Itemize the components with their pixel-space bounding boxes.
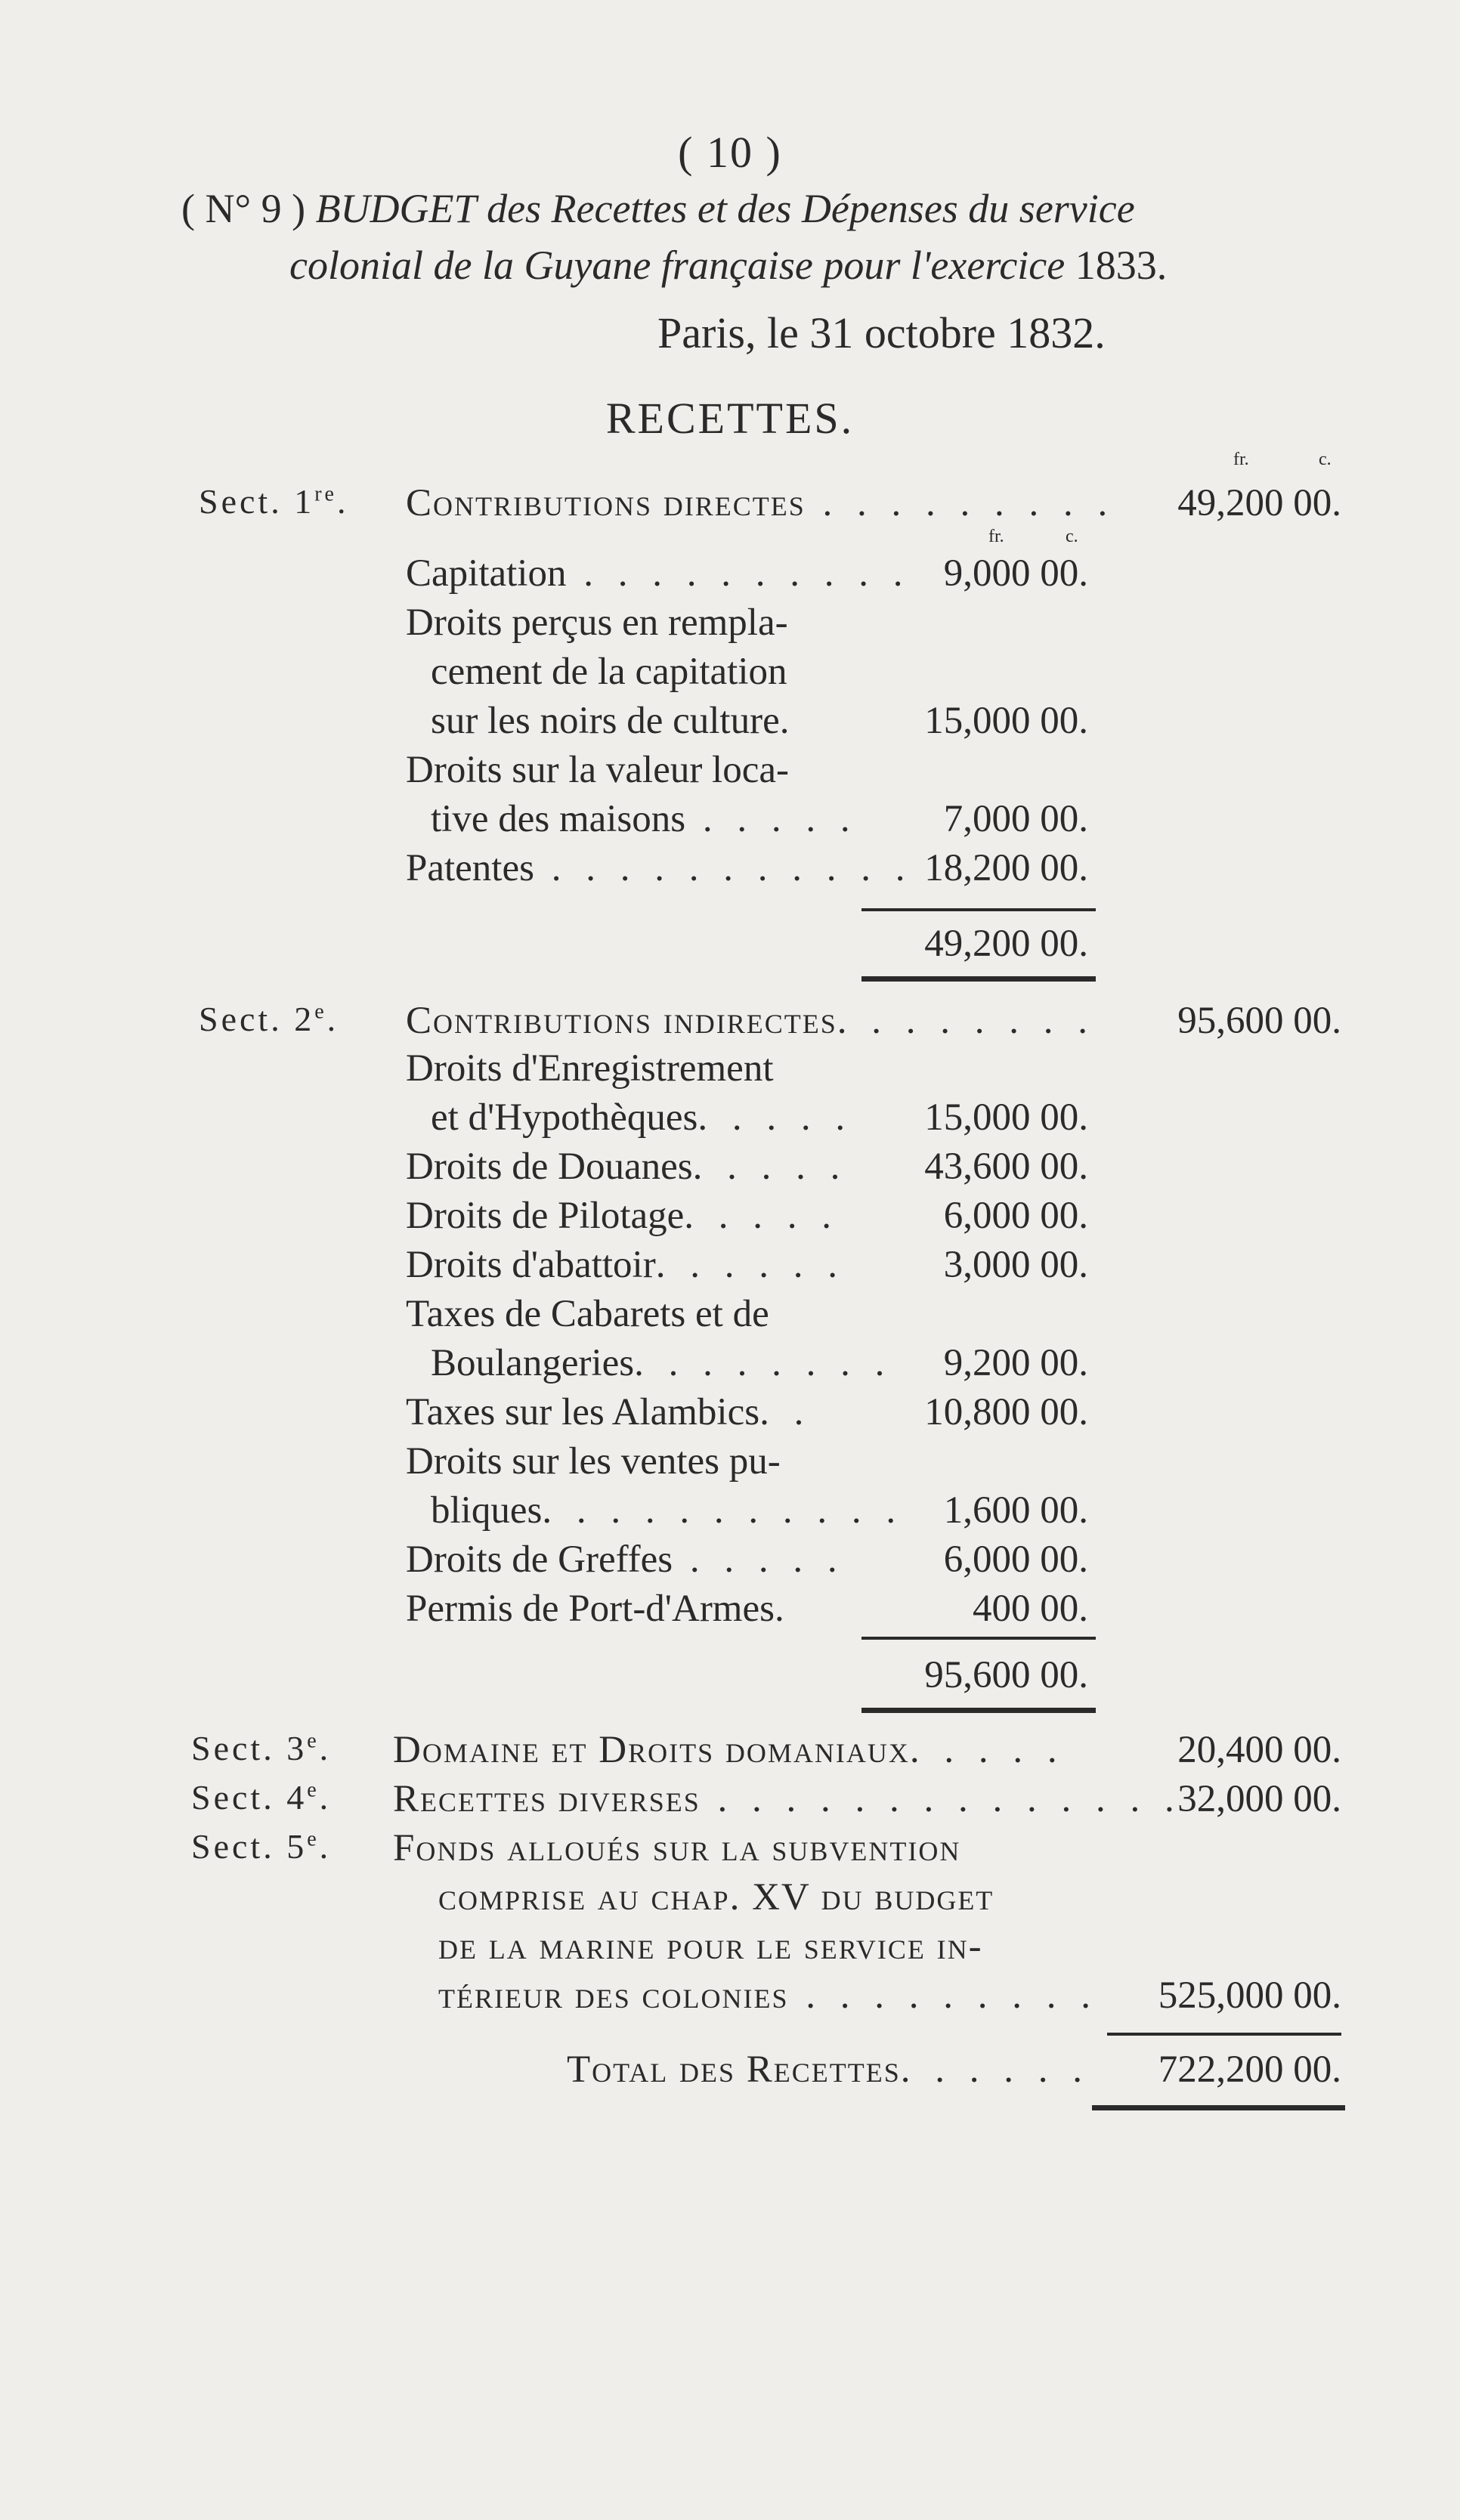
amount-pilotage: 6,000 00. [943, 1195, 1088, 1237]
amount-capitation: 9,000 00. [943, 552, 1088, 595]
amount-port-armes: 400 00. [973, 1588, 1088, 1630]
grand-total-label: Total des Recettes. . . . . . [567, 2048, 1090, 2091]
subtotal-section-2: 95,600 00. [924, 1654, 1088, 1696]
title-budget: BUDGET [315, 186, 477, 231]
unit-c-right: c. [1319, 450, 1332, 469]
item-cabarets-2: Boulangeries. . . . . . . . [431, 1342, 892, 1384]
unit-fr-mid: fr. [988, 527, 1004, 546]
amount-ventes-publiques: 1,600 00. [943, 1489, 1088, 1532]
item-capitation: Capitation . . . . . . . . . . [406, 552, 911, 595]
item-droits-noirs-2: cement de la capitation [431, 651, 787, 693]
item-droits-noirs-1: Droits perçus en rempla- [406, 601, 788, 644]
section-5-label: Sect. 5e. [191, 1827, 332, 1866]
amount-patentes: 18,200 00. [924, 847, 1088, 889]
date-line: Paris, le 31 octobre 1832. [657, 308, 1106, 357]
section-5-title-4: térieur des colonies . . . . . . . . . [438, 1974, 1098, 2017]
item-ventes-publiques-2: bliques. . . . . . . . . . . [431, 1489, 904, 1532]
item-alambics: Taxes sur les Alambics. . [406, 1391, 812, 1433]
item-greffes: Droits de Greffes . . . . . [406, 1538, 845, 1581]
section-4-title: Recettes diverses . . . . . . . . . . . . . . [393, 1778, 1182, 1820]
amount-droits-noirs: 15,000 00. [924, 700, 1088, 742]
grand-total-double-rule [1092, 2105, 1345, 2110]
section-5-title-3: de la marine pour le service in- [438, 1925, 983, 1968]
section-heading: RECETTES. [605, 394, 855, 443]
item-cabarets-1: Taxes de Cabarets et de [406, 1293, 769, 1335]
item-abattoir: Droits d'abattoir. . . . . . [406, 1244, 845, 1286]
amount-valeur-locative: 7,000 00. [943, 798, 1088, 840]
item-valeur-locative-2: tive des maisons . . . . . [431, 798, 858, 840]
item-douanes: Droits de Douanes. . . . . [406, 1146, 848, 1188]
item-pilotage: Droits de Pilotage. . . . . [406, 1195, 840, 1237]
subtotal-rule-2 [861, 1637, 1096, 1640]
subtotal-section-1: 49,200 00. [924, 923, 1088, 965]
section-1-total: 49,200 00. [1177, 482, 1341, 524]
section-3-title: Domaine et Droits domaniaux. . . . . [393, 1729, 1065, 1771]
document-title-line-1 [181, 185, 1135, 232]
unit-c-mid: c. [1066, 527, 1078, 546]
title-description: des Recettes et des Dépenses du service [487, 186, 1135, 231]
section-3-total: 20,400 00. [1177, 1729, 1341, 1771]
title-colony: colonial de la Guyane française pour l'exercice [289, 243, 1066, 288]
item-port-armes: Permis de Port-d'Armes. [406, 1588, 784, 1630]
grand-total-rule [1107, 2033, 1341, 2036]
section-4-label: Sect. 4e. [191, 1778, 332, 1817]
section-2-label: Sect. 2e. [199, 1000, 339, 1038]
subtotal-double-rule-1 [861, 976, 1096, 982]
amount-abattoir: 3,000 00. [943, 1244, 1088, 1286]
subtotal-rule-1 [861, 908, 1096, 911]
document-title-line-2 [289, 242, 1167, 289]
document-number: ( N° 9 ) [181, 186, 306, 231]
section-5-title-1: Fonds alloués sur la subvention [393, 1827, 961, 1869]
amount-alambics: 10,800 00. [924, 1391, 1088, 1433]
title-year: 1833. [1075, 243, 1168, 288]
item-ventes-publiques-1: Droits sur les ventes pu- [406, 1440, 781, 1483]
amount-cabarets: 9,200 00. [943, 1342, 1088, 1384]
item-patentes: Patentes . . . . . . . . . . . [406, 847, 913, 889]
page-number: ( 10 ) [678, 128, 782, 177]
section-2-title: Contributions indirectes. . . . . . . . [406, 1000, 1095, 1042]
amount-greffes: 6,000 00. [943, 1538, 1088, 1581]
item-droits-noirs-3: sur les noirs de culture. [431, 700, 790, 742]
section-5-total: 525,000 00. [1158, 1974, 1341, 2017]
amount-enregistrement: 15,000 00. [924, 1096, 1088, 1139]
section-2-total: 95,600 00. [1177, 1000, 1341, 1042]
section-1-title: Contributions directes . . . . . . . . . [406, 482, 1115, 524]
section-3-label: Sect. 3e. [191, 1729, 332, 1767]
section-4-total: 32,000 00. [1177, 1778, 1341, 1820]
subtotal-double-rule-2 [861, 1708, 1096, 1713]
amount-douanes: 43,600 00. [924, 1146, 1088, 1188]
section-1-label: Sect. 1re. [199, 482, 349, 521]
item-valeur-locative-1: Droits sur la valeur loca- [406, 749, 789, 791]
item-enregistrement-2: et d'Hypothèques. . . . . [431, 1096, 853, 1139]
item-enregistrement-1: Droits d'Enregistrement [406, 1047, 774, 1090]
section-5-title-2: comprise au chap. XV du budget [438, 1876, 994, 1919]
unit-fr-right: fr. [1233, 450, 1249, 469]
grand-total-amount: 722,200 00. [1158, 2048, 1341, 2091]
